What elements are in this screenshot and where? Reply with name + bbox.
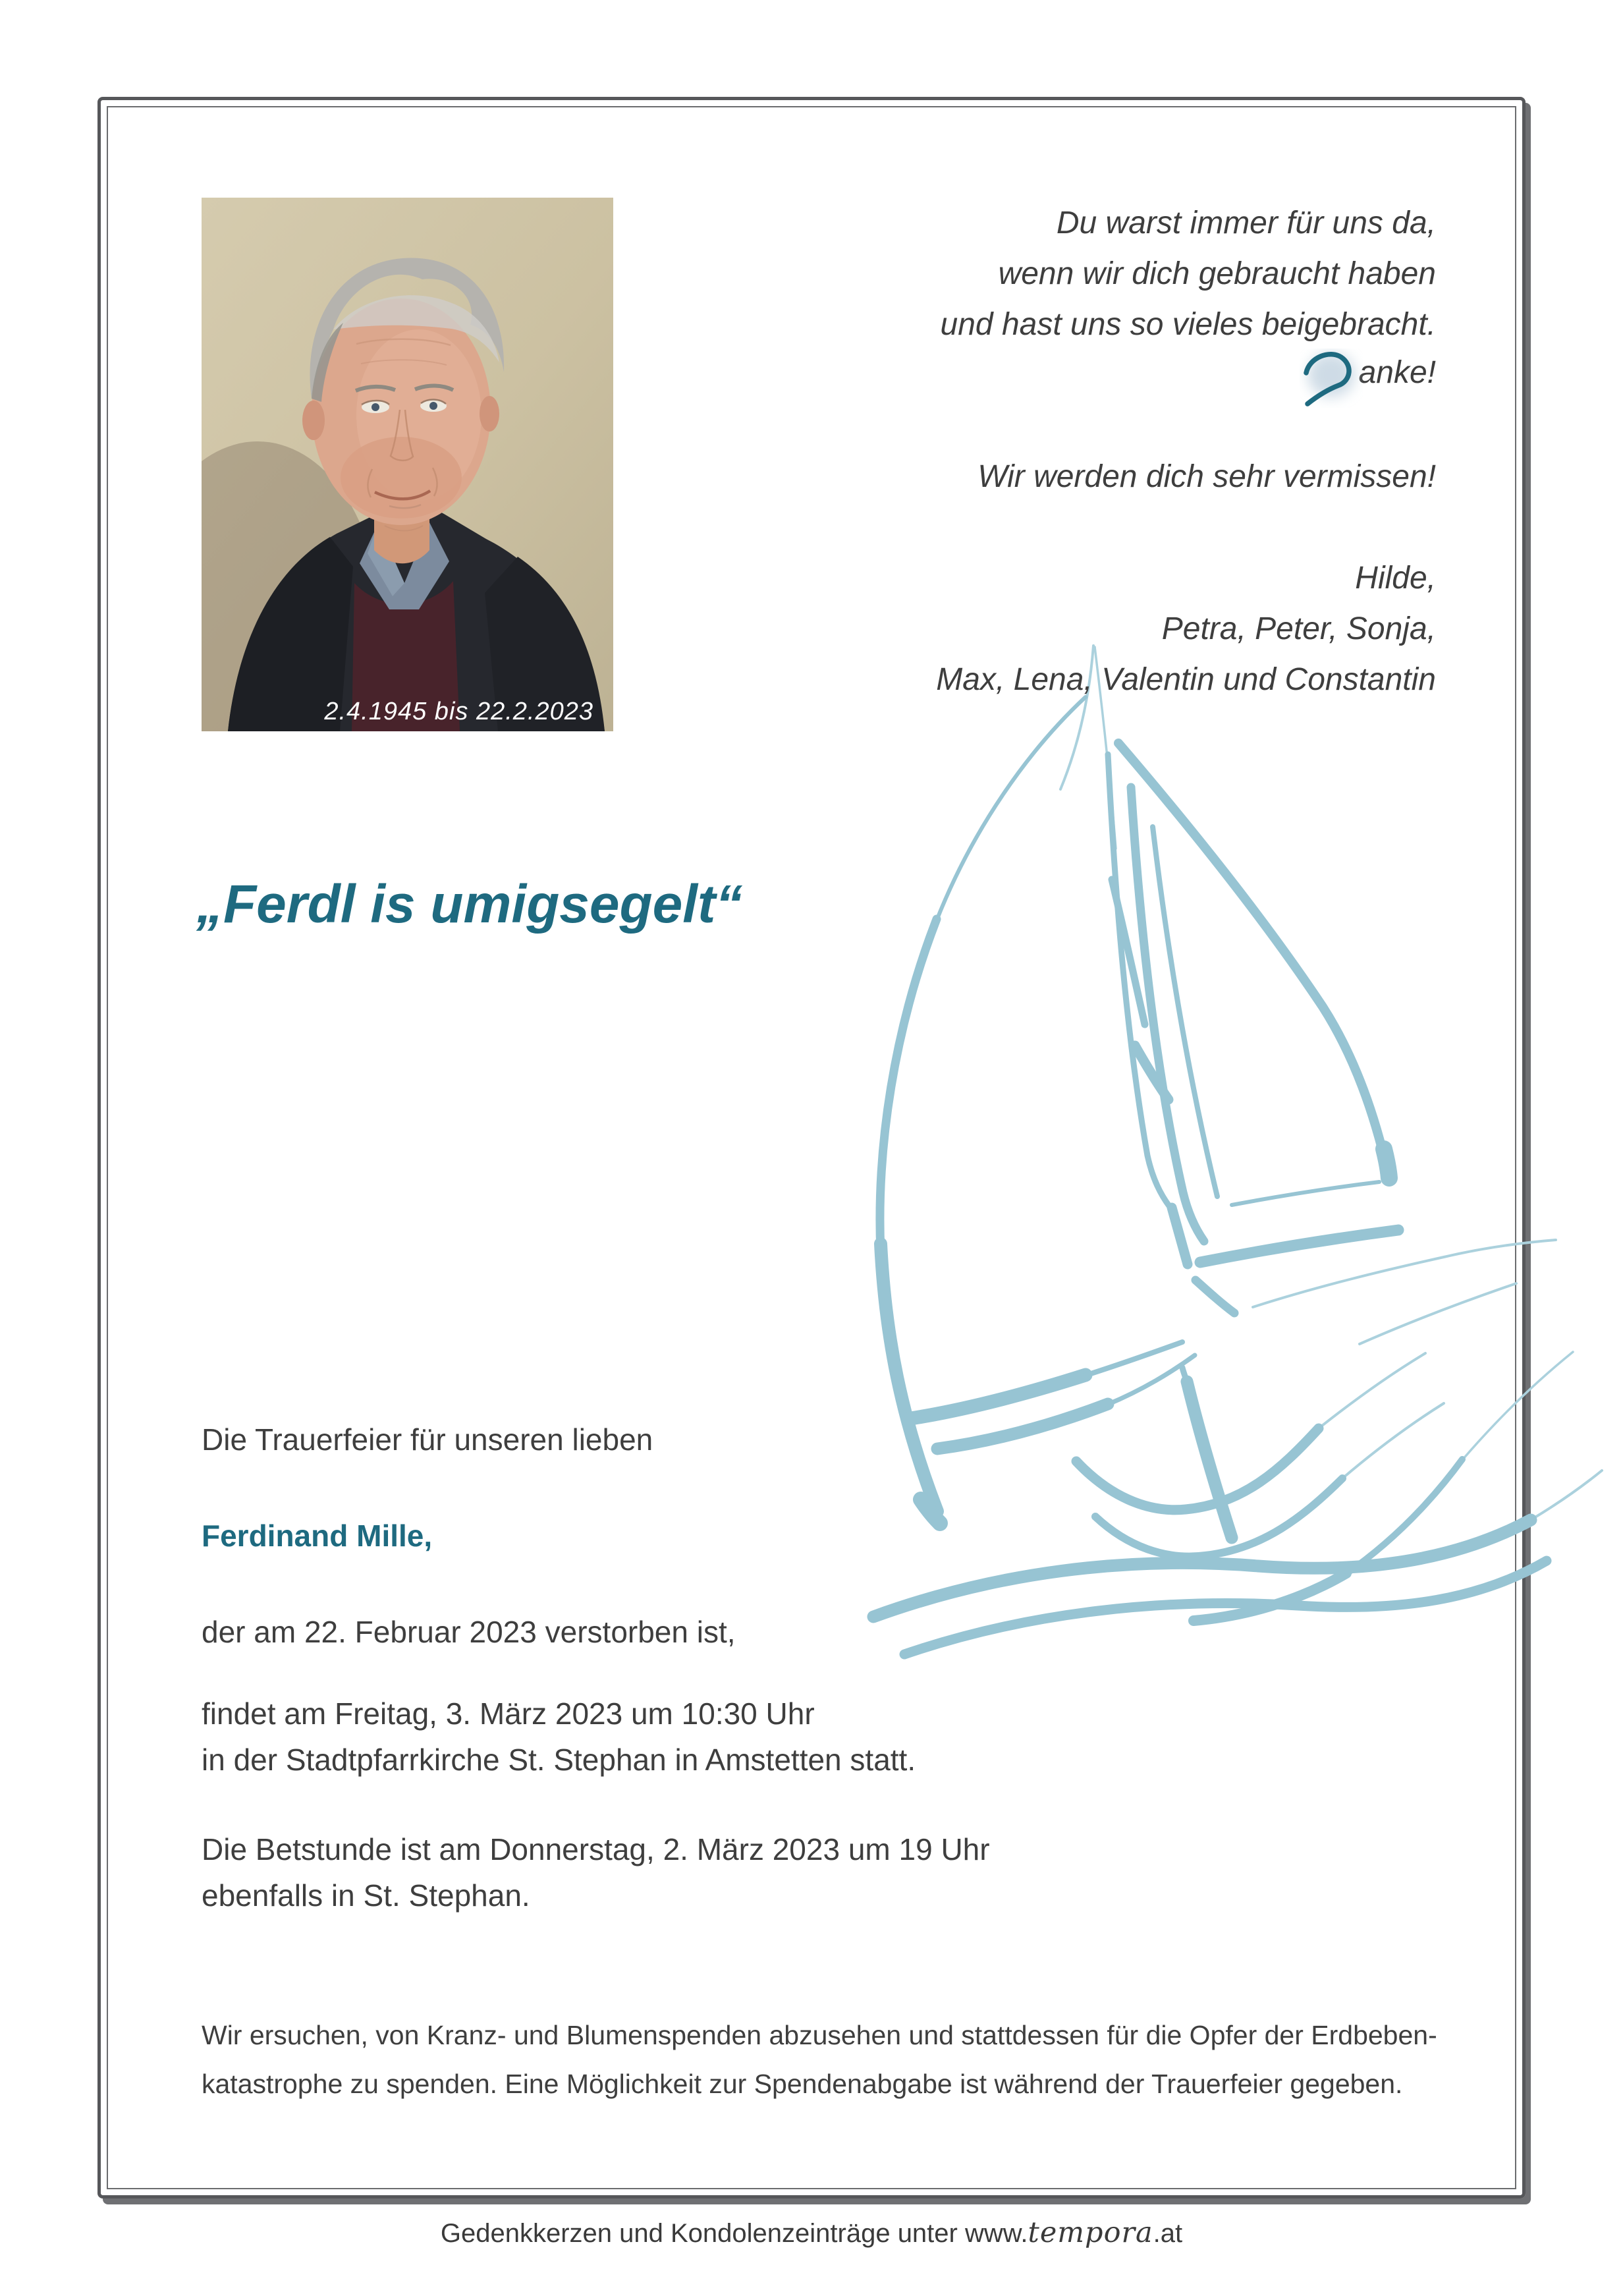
sailboat-illustration — [810, 685, 1561, 1687]
footer-brand: tempora — [1028, 2216, 1153, 2249]
danke-initial-d-swoosh-icon — [1300, 349, 1363, 408]
vigil-line-2: ebenfalls in St. Stephan. — [202, 1878, 530, 1913]
donation-note-line-1: Wir ersuchen, von Kranz- und Blumenspenden abzusehen und stattdessen für die Opfer der Erdbeben- — [202, 2020, 1437, 2050]
vigil-details — [202, 1826, 990, 1918]
announcement-intro: Die Trauerfeier für unseren lieben — [202, 1422, 653, 1457]
service-line-1: findet am Freitag, 3. März 2023 um 10:30 Uhr — [202, 1696, 815, 1731]
tribute-line: Du warst immer für uns da, — [1056, 206, 1436, 240]
footer-note — [0, 2216, 1623, 2249]
deceased-name: Ferdinand Mille, — [202, 1519, 433, 1553]
memorial-quote: „Ferdl is umigsegelt“ — [196, 874, 743, 934]
tribute-block — [941, 198, 1436, 350]
footer-text-prefix: Gedenkkerzen und Kondolenzeinträge unter www. — [440, 2219, 1028, 2248]
portrait-photo — [202, 198, 613, 731]
service-line-2: in der Stadtpfarrkirche St. Stephan in Amstetten statt. — [202, 1743, 916, 1777]
name-line: Petra, Peter, Sonja, — [1161, 611, 1436, 646]
name-line: Hilde, — [1355, 561, 1436, 596]
mourners-names — [936, 553, 1436, 705]
service-details — [202, 1691, 916, 1783]
donation-note — [202, 2011, 1479, 2108]
portrait-illustration — [202, 198, 613, 731]
farewell-line: Wir werden dich sehr vermissen! — [977, 459, 1436, 494]
danke-line — [1300, 347, 1436, 406]
name-line: Max, Lena, Valentin und Constantin — [936, 662, 1436, 697]
tribute-line: wenn wir dich gebraucht haben — [998, 256, 1436, 291]
footer-text-suffix: .at — [1153, 2219, 1183, 2248]
tribute-line: und hast uns so vieles beigebracht. — [940, 307, 1436, 342]
life-dates-caption: 2.4.1945 bis 22.2.2023 — [324, 698, 593, 725]
death-date-line: der am 22. Februar 2023 verstorben ist, — [202, 1615, 736, 1649]
donation-note-line-2: katastrophe zu spenden. Eine Möglichkeit zur Spendenabgabe ist während der Trauerfeier gegeben. — [202, 2069, 1403, 2099]
danke-text: anke! — [1358, 355, 1436, 390]
vigil-line-1: Die Betstunde ist am Donnerstag, 2. März 2023 um 19 Uhr — [202, 1832, 990, 1866]
